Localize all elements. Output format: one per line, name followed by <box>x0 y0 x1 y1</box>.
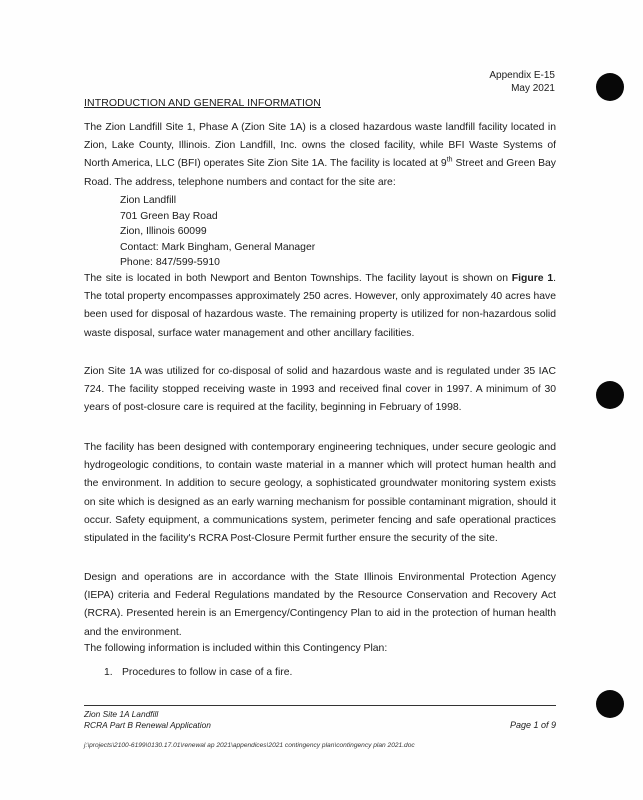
operations-paragraph: Design and operations are in accordance with the State Illinois Environmental Protection Agency (IEPA) criteria and Federal Regulations mandated by the Resource Conservation and Recovery Act (RCRA). Presented herein is an Emergency/Contingency Plan to aid in the protection of human health and the environment. <box>84 572 556 638</box>
page-number: Page 1 of 9 <box>509 720 556 730</box>
address-contact: Contact: Mark Bingham, General Manager <box>120 241 316 253</box>
address-city: Zion, Illinois 60099 <box>120 226 207 237</box>
location-text-a: The site is located in both Newport and Benton Townships. The facility layout is shown on <box>84 273 512 284</box>
section-title: INTRODUCTION AND GENERAL INFORMATION <box>84 97 321 109</box>
figure-reference: Figure 1 <box>511 273 554 284</box>
list-item-text: Procedures to follow in case of a fire. <box>122 667 293 678</box>
binder-hole-middle <box>596 381 624 409</box>
header-date: May 2021 <box>511 83 555 94</box>
footer-left <box>84 709 211 731</box>
page-header <box>489 69 555 95</box>
address-name: Zion Landfill <box>120 195 177 206</box>
binder-hole-top <box>596 73 624 101</box>
list-item <box>104 664 292 682</box>
appendix-label: Appendix E-15 <box>489 70 555 81</box>
footer-divider <box>84 705 556 706</box>
list-intro: The following information is included within this Contingency Plan: <box>84 643 388 654</box>
disposal-paragraph: Zion Site 1A was utilized for co-disposal of solid and hazardous waste and is regulated under 35 IAC 724. The facility stopped receiving waste in 1993 and received final cover in 1997. A minimum of 30 years of post-closure care is required at the facility, beginning in February of 1998. <box>84 366 556 414</box>
footer-application: RCRA Part B Renewal Application <box>84 720 211 730</box>
contingency-list <box>104 664 292 682</box>
list-item-number: 1. <box>104 667 113 678</box>
intro-text-b: Street and Green Bay Road. The address, telephone numbers and contact for the site are: <box>84 158 556 188</box>
location-text-b: . The total property encompasses approximately 250 acres. However, only approximately 40 acres have been used for disposal of hazardous waste. The remaining property is utilized for non-hazardous solid waste disposal, surface water management and other ancillary facilities. <box>84 273 557 339</box>
intro-text-a: The Zion Landfill Site 1, Phase A (Zion Site 1A) is a closed hazardous waste landfill facility located in Zion, Lake County, Illinois. Zion Landfill, Inc. owns the closed facility, while BFI Waste Systems of North America, LLC (BFI) operates Site Zion Site 1A. The facility is located at 9 <box>84 122 556 170</box>
intro-superscript: th <box>446 156 453 164</box>
location-paragraph <box>84 270 556 343</box>
intro-paragraph <box>84 119 556 192</box>
address-street: 701 Green Bay Road <box>120 210 218 222</box>
binder-hole-bottom <box>596 690 624 718</box>
design-paragraph: The facility has been designed with contemporary engineering techniques, under secure geologic and hydrogeologic conditions, to contain waste material in a manner which will protect human health and the environment. In addition to secure geology, a sophisticated groundwater monitoring system exists on site which is designed as an early warning mechanism for possible contaminant migration, should it occur. Safety equipment, a communications system, perimeter fencing and safe operational practices stipulated in the facility's RCRA Post-Closure Permit further ensure the security of the site. <box>84 442 556 545</box>
site-address-block <box>120 193 315 271</box>
footer-site: Zion Site 1A Landfill <box>84 709 159 719</box>
address-phone: Phone: 847/599-5910 <box>120 257 220 268</box>
file-path: j:\projects\2100-6199\0130.17.01\renewal ap 2021\appendices\2021 contingency plan\contingency plan 2021.doc <box>84 742 415 749</box>
